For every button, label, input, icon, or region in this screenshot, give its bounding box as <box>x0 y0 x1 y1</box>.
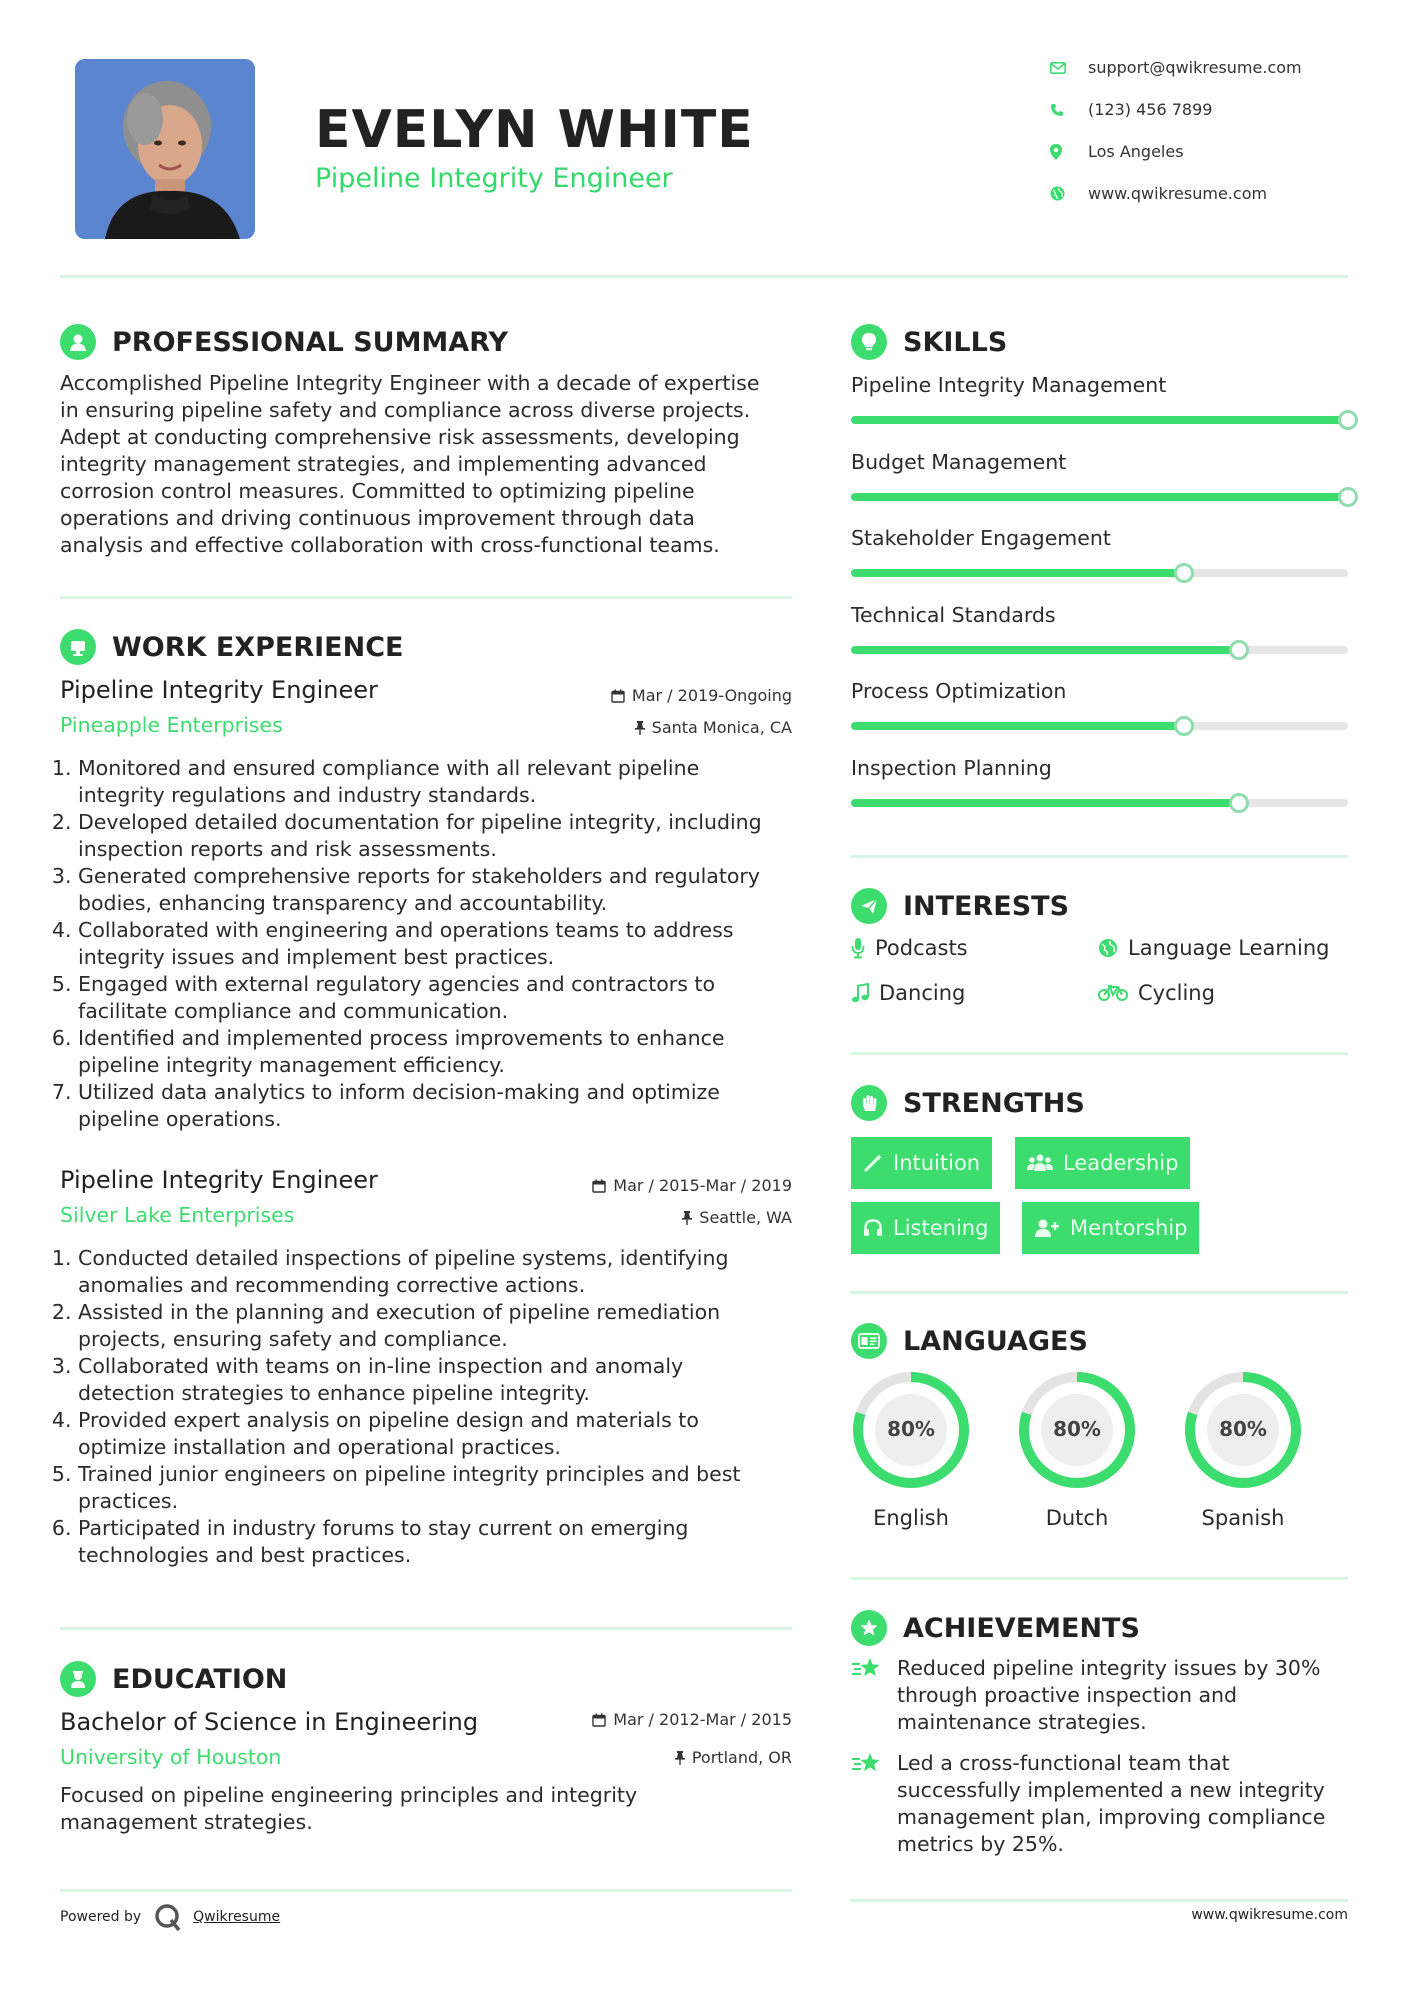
summary-line: integrity management strategies, and implementing advanced <box>60 452 707 476</box>
job-title: Pipeline Integrity Engineer <box>60 676 378 704</box>
job-dates <box>500 1176 792 1195</box>
languages-heading-text: LANGUAGES <box>903 1325 1088 1357</box>
contact-website[interactable] <box>1050 184 1267 203</box>
interest-label: Language Learning <box>1128 936 1330 960</box>
school-name: University of Houston <box>60 1745 282 1769</box>
duty-item: 5. Engaged with external regulatory agencies and contractors to facilitate compliance and communication. <box>78 971 800 1025</box>
skill-bar-fill <box>851 799 1239 807</box>
achievement-line: management plan, improving compliance <box>897 1805 1326 1829</box>
contact-website-text: www.qwikresume.com <box>1088 184 1268 203</box>
duty-item: 4. Provided expert analysis on pipeline design and materials to optimize installation and operational practices. <box>78 1407 800 1461</box>
skill-label: Process Optimization <box>851 679 1067 703</box>
skill-bar-knob <box>1229 793 1249 813</box>
strength-label: Leadership <box>1063 1151 1179 1175</box>
summary-text <box>60 370 800 559</box>
language-name: Spanish <box>1201 1506 1285 1530</box>
strength-chip-listening <box>851 1202 1000 1254</box>
star-badge-icon <box>851 1610 887 1646</box>
experience-heading <box>60 629 403 665</box>
candidate-title: Pipeline Integrity Engineer <box>315 163 673 194</box>
powered-by <box>60 1902 280 1932</box>
interest-item <box>851 936 968 960</box>
duty-item: 2. Assisted in the planning and execution of pipeline remediation projects, ensuring safety and compliance. <box>78 1299 800 1353</box>
education-dates-text: Mar / 2012-Mar / 2015 <box>613 1710 792 1729</box>
contact-location-text: Los Angeles <box>1088 142 1184 161</box>
skill-bar-fill <box>851 569 1184 577</box>
achievements-heading <box>851 1610 1140 1646</box>
summary-line: corrosion control measures. Committed to optimizing pipeline <box>60 479 695 503</box>
section-divider <box>60 1627 792 1630</box>
skill-bar <box>851 493 1348 501</box>
summary-heading-text: PROFESSIONAL SUMMARY <box>112 326 509 358</box>
contact-email-text: support@qwikresume.com <box>1088 58 1302 77</box>
duty-item: 7. Utilized data analytics to inform decision-making and optimize pipeline operations. <box>78 1079 800 1133</box>
company-name: Silver Lake Enterprises <box>60 1203 295 1227</box>
duty-item: 3. Collaborated with teams on in-line inspection and anomaly detection strategies to enhance pipeline integrity. <box>78 1353 800 1407</box>
duty-item: 3. Generated comprehensive reports for stakeholders and regulatory bodies, enhancing transparency and accountability. <box>78 863 800 917</box>
skills-heading <box>851 324 1007 360</box>
skill-bar-fill <box>851 646 1239 654</box>
user-plus-icon <box>1034 1218 1060 1238</box>
duty-item: 2. Developed detailed documentation for pipeline integrity, including inspection reports and risk assessments. <box>78 809 800 863</box>
education-location-text: Portland, OR <box>691 1748 792 1767</box>
map-pin-icon <box>1050 144 1088 160</box>
magic-wand-icon <box>863 1153 883 1173</box>
contact-location <box>1050 142 1184 161</box>
calendar-icon <box>592 1713 606 1727</box>
summary-line: in ensuring pipeline safety and compliance across diverse projects. <box>60 398 751 422</box>
skill-bar <box>851 722 1348 730</box>
strengths-heading <box>851 1085 1085 1121</box>
profile-photo <box>75 59 255 239</box>
footer-website[interactable]: www.qwikresume.com <box>1191 1907 1348 1923</box>
duty-item: 6. Participated in industry forums to stay current on emerging technologies and best practices. <box>78 1515 800 1569</box>
star-icon <box>851 1655 897 1736</box>
strength-label: Intuition <box>893 1151 981 1175</box>
interests-heading <box>851 888 1069 924</box>
education-line: Focused on pipeline engineering principles and integrity <box>60 1783 638 1807</box>
skill-bar-fill <box>851 493 1348 501</box>
skills-heading-text: SKILLS <box>903 326 1008 358</box>
job-dates-text: Mar / 2015-Mar / 2019 <box>613 1176 792 1195</box>
language-percent: 80% <box>887 1417 935 1441</box>
education-heading <box>60 1661 287 1697</box>
interest-item <box>851 981 965 1005</box>
achievement-line: Reduced pipeline integrity issues by 30% <box>897 1656 1321 1680</box>
pushpin-icon <box>675 1751 685 1765</box>
bicycle-icon <box>1098 984 1128 1002</box>
pushpin-icon <box>682 1211 692 1225</box>
calendar-icon <box>592 1179 606 1193</box>
section-divider <box>851 1291 1348 1294</box>
strength-label: Mentorship <box>1070 1216 1188 1240</box>
lightbulb-icon <box>851 324 887 360</box>
job-title: Pipeline Integrity Engineer <box>60 1166 378 1194</box>
pushpin-icon <box>635 721 645 735</box>
experience-heading-text: WORK EXPERIENCE <box>112 631 404 663</box>
skill-bar <box>851 569 1348 577</box>
summary-line: operations and driving continuous improvement through data <box>60 506 695 530</box>
achievement-line: through proactive inspection and <box>897 1683 1238 1707</box>
music-note-icon <box>851 983 869 1003</box>
job-location-text: Santa Monica, CA <box>651 718 792 737</box>
achievement-item <box>851 1655 1348 1736</box>
strength-chip-intuition <box>851 1137 992 1189</box>
graduate-icon <box>60 1661 96 1697</box>
skill-label: Technical Standards <box>851 602 1056 627</box>
achievement-line: maintenance strategies. <box>897 1710 1147 1734</box>
language-name: Dutch <box>1045 1506 1109 1530</box>
hand-icon <box>851 1085 887 1121</box>
duty-list <box>60 1245 800 1569</box>
languages-heading <box>851 1323 1088 1359</box>
user-icon <box>60 324 96 360</box>
language-name: English <box>873 1506 949 1530</box>
job-location <box>500 718 792 737</box>
envelope-icon <box>1050 62 1088 74</box>
language-percent: 80% <box>1053 1417 1101 1441</box>
skill-bar <box>851 799 1348 807</box>
microphone-icon <box>851 937 865 959</box>
skill-bar-knob <box>1174 716 1194 736</box>
contact-phone[interactable] <box>1050 100 1212 119</box>
summary-line: Accomplished Pipeline Integrity Engineer with a decade of expertise <box>60 371 760 395</box>
interest-item <box>1098 936 1329 960</box>
education-heading-text: EDUCATION <box>112 1663 288 1695</box>
interest-label: Cycling <box>1138 981 1215 1005</box>
duty-list <box>60 755 800 1133</box>
skill-label: Inspection Planning <box>851 755 1052 780</box>
globe-icon <box>1050 186 1088 201</box>
strengths-heading-text: STRENGTHS <box>903 1087 1085 1119</box>
skill-bar-knob <box>1229 640 1249 660</box>
interest-item <box>1098 981 1215 1005</box>
users-icon <box>1027 1153 1053 1173</box>
qwikresume-logo-icon <box>153 1902 183 1932</box>
strength-chip-mentorship <box>1022 1202 1199 1254</box>
achievements-heading-text: ACHIEVEMENTS <box>903 1612 1140 1644</box>
phone-icon <box>1050 103 1088 117</box>
job-dates <box>500 686 792 705</box>
duty-item: 4. Collaborated with engineering and operations teams to address integrity issues and implement best practices. <box>78 917 800 971</box>
section-divider <box>60 1889 792 1892</box>
duty-item: 1. Conducted detailed inspections of pipeline systems, identifying anomalies and recommending corrective actions. <box>78 1245 800 1299</box>
calendar-icon <box>611 689 625 703</box>
star-icon <box>851 1750 897 1858</box>
headphones-icon <box>863 1218 883 1238</box>
strength-label: Listening <box>893 1216 989 1240</box>
section-divider <box>851 1899 1348 1902</box>
skill-label: Pipeline Integrity Management <box>851 373 1167 397</box>
skill-bar-knob <box>1338 410 1358 430</box>
education-location <box>500 1748 792 1767</box>
contact-email[interactable] <box>1050 58 1302 77</box>
degree-title: Bachelor of Science in Engineering <box>60 1708 479 1736</box>
education-dates <box>500 1710 792 1729</box>
qwikresume-link[interactable]: Qwikresume <box>193 1909 281 1925</box>
section-divider <box>851 1052 1348 1055</box>
language-percent: 80% <box>1219 1417 1267 1441</box>
summary-line: Adept at conducting comprehensive risk assessments, developing <box>60 425 740 449</box>
duty-item: 5. Trained junior engineers on pipeline integrity principles and best practices. <box>78 1461 800 1515</box>
skill-bar-fill <box>851 722 1184 730</box>
candidate-name: EVELYN WHITE <box>315 100 754 160</box>
job-location <box>500 1208 792 1227</box>
section-divider <box>851 855 1348 858</box>
language-icon <box>851 1323 887 1359</box>
achievement-line: Led a cross-functional team that <box>897 1751 1230 1775</box>
achievement-line: metrics by 25%. <box>897 1832 1064 1856</box>
interests-heading-text: INTERESTS <box>903 890 1070 922</box>
skill-bar-knob <box>1174 563 1194 583</box>
portrait-image <box>75 59 255 239</box>
summary-heading <box>60 324 508 360</box>
achievement-line: successfully implemented a new integrity <box>897 1778 1325 1802</box>
duty-item: 1. Monitored and ensured compliance with all relevant pipeline integrity regulations and industry standards. <box>78 755 800 809</box>
briefcase-icon <box>60 629 96 665</box>
achievement-item <box>851 1750 1348 1858</box>
strength-chip-leadership <box>1015 1137 1190 1189</box>
skill-bar <box>851 646 1348 654</box>
section-divider <box>851 1577 1348 1580</box>
skill-bar-knob <box>1338 487 1358 507</box>
education-line: management strategies. <box>60 1810 313 1834</box>
interest-label: Dancing <box>879 981 966 1005</box>
contact-phone-text: (123) 456 7899 <box>1088 100 1213 119</box>
header-divider <box>60 275 1348 278</box>
section-divider <box>60 596 792 599</box>
paper-plane-icon <box>851 888 887 924</box>
globe-icon <box>1098 938 1118 958</box>
powered-by-text: Powered by <box>60 1909 142 1925</box>
job-dates-text: Mar / 2019-Ongoing <box>631 686 792 705</box>
job-location-text: Seattle, WA <box>699 1208 792 1227</box>
interest-label: Podcasts <box>875 936 968 960</box>
skill-bar-fill <box>851 416 1348 424</box>
skill-label: Stakeholder Engagement <box>851 526 1111 550</box>
duty-item: 6. Identified and implemented process improvements to enhance pipeline integrity management efficiency. <box>78 1025 800 1079</box>
skill-label: Budget Management <box>851 449 1067 474</box>
education-description <box>60 1782 800 1836</box>
company-name: Pineapple Enterprises <box>60 713 283 737</box>
summary-line: analysis and effective collaboration with cross-functional teams. <box>60 533 720 557</box>
skill-bar <box>851 416 1348 424</box>
